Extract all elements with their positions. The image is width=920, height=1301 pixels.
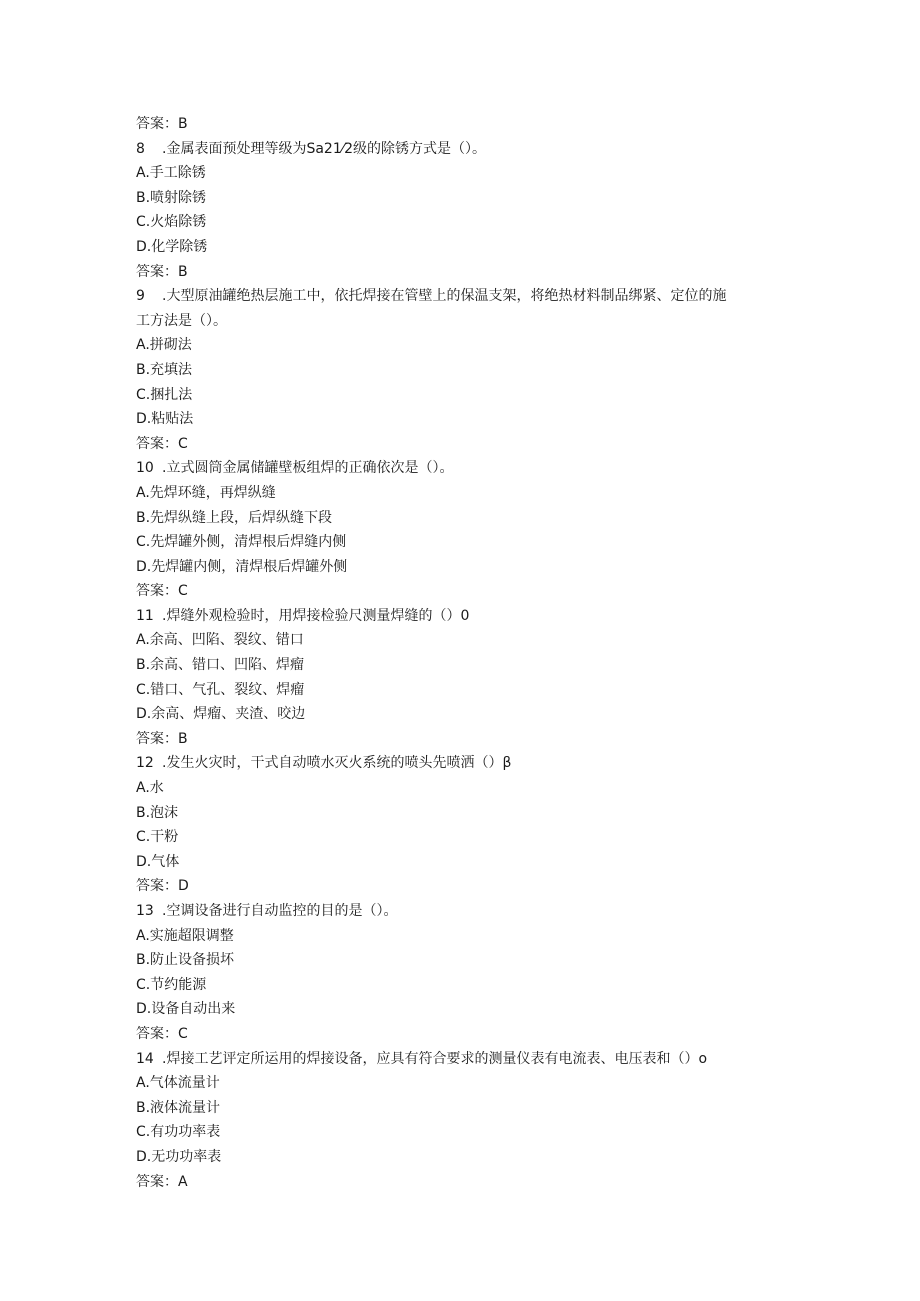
option-d: D.气体 [136, 853, 180, 870]
question-stem [136, 456, 796, 481]
answer: 答案：C [136, 435, 188, 452]
question-9 [136, 284, 796, 456]
option-b: B.余高、错口、凹陷、焊瘤 [136, 657, 305, 674]
answer: 答案：C [136, 1025, 188, 1042]
question-text: .大型原油罐绝热层施工中，依托焊接在管壁上的保温支架，将绝热材料制品绑紧、定位的施 [162, 288, 727, 305]
question-text: .焊接工艺评定所运用的焊接设备，应具有符合要求的测量仪表有电流表、电压表和（）o [162, 1050, 708, 1067]
question-8 [136, 137, 796, 285]
option-a: A.手工除锈 [136, 165, 206, 182]
question-text: .空调设备进行自动监控的目的是（）。 [162, 903, 398, 919]
question-stem [136, 137, 796, 162]
answer: 答案：D [136, 878, 189, 895]
question-number: 8 [136, 140, 145, 157]
answer: 答案：B [136, 263, 188, 280]
option-d: D.设备自动出来 [136, 1001, 236, 1018]
question-number: 9 [136, 288, 145, 305]
option-d: D.粘贴法 [136, 411, 194, 428]
question-stem [136, 284, 796, 309]
question-stem [136, 751, 796, 776]
question-10 [136, 456, 796, 604]
option-d: D.化学除锈 [136, 238, 208, 255]
question-stem [136, 899, 796, 924]
option-c: C.有功功率表 [136, 1124, 221, 1141]
question-11 [136, 604, 796, 752]
option-c: C.错口、气孔、裂纹、焊瘤 [136, 681, 305, 698]
lead-answer: 答案：B [136, 116, 188, 132]
question-list [136, 112, 796, 1194]
question-number: 14 [136, 1050, 154, 1067]
option-c: C.干粉 [136, 829, 179, 846]
question-text: .发生火灾时，干式自动喷水灭火系统的喷头先喷洒（）β [162, 755, 512, 772]
question-text: .立式圆筒金属储罐壁板组焊的正确依次是（）。 [162, 460, 454, 477]
question-12 [136, 751, 796, 899]
option-d: D.先焊罐内侧，清焊根后焊罐外侧 [136, 558, 348, 575]
option-b: B.充填法 [136, 361, 193, 378]
question-text: .金属表面预处理等级为Sa21⁄2级的除锈方式是（）。 [162, 140, 486, 157]
question-text-continued: 工方法是（）。 [136, 312, 227, 329]
question-number: 10 [136, 460, 154, 477]
question-stem [136, 1047, 796, 1072]
option-c: C.先焊罐外侧，清焊根后焊缝内侧 [136, 534, 347, 551]
option-b: B.防止设备损坏 [136, 952, 235, 969]
question-number: 13 [136, 903, 154, 919]
option-a: A.气体流量计 [136, 1075, 220, 1092]
option-a: A.余高、凹陷、裂纹、错口 [136, 632, 304, 649]
answer: 答案：B [136, 730, 188, 747]
option-c: C.节约能源 [136, 976, 207, 993]
option-b: B.泡沫 [136, 804, 179, 821]
question-stem [136, 604, 796, 629]
option-c: C.火焰除锈 [136, 214, 207, 231]
option-c: C.捆扎法 [136, 386, 193, 403]
question-number: 12 [136, 755, 154, 772]
question-text: .焊缝外观检验时，用焊接检验尺测量焊缝的（）0 [162, 607, 470, 624]
question-number: 11 [136, 607, 154, 624]
option-d: D.无功功率表 [136, 1148, 222, 1165]
question-14 [136, 1047, 796, 1195]
option-d: D.余高、焊瘤、夹渣、咬边 [136, 706, 306, 723]
option-b: B.喷射除锈 [136, 189, 207, 206]
answer: 答案：C [136, 583, 188, 600]
answer: 答案：A [136, 1173, 188, 1190]
option-a: A.拼砌法 [136, 337, 192, 354]
question-13 [136, 899, 796, 1047]
option-b: B.液体流量计 [136, 1099, 221, 1116]
option-a: A.先焊环缝，再焊纵缝 [136, 484, 276, 501]
option-a: A.实施超限调整 [136, 927, 234, 944]
option-a: A.水 [136, 780, 164, 797]
option-b: B.先焊纵缝上段，后焊纵缝下段 [136, 509, 333, 526]
